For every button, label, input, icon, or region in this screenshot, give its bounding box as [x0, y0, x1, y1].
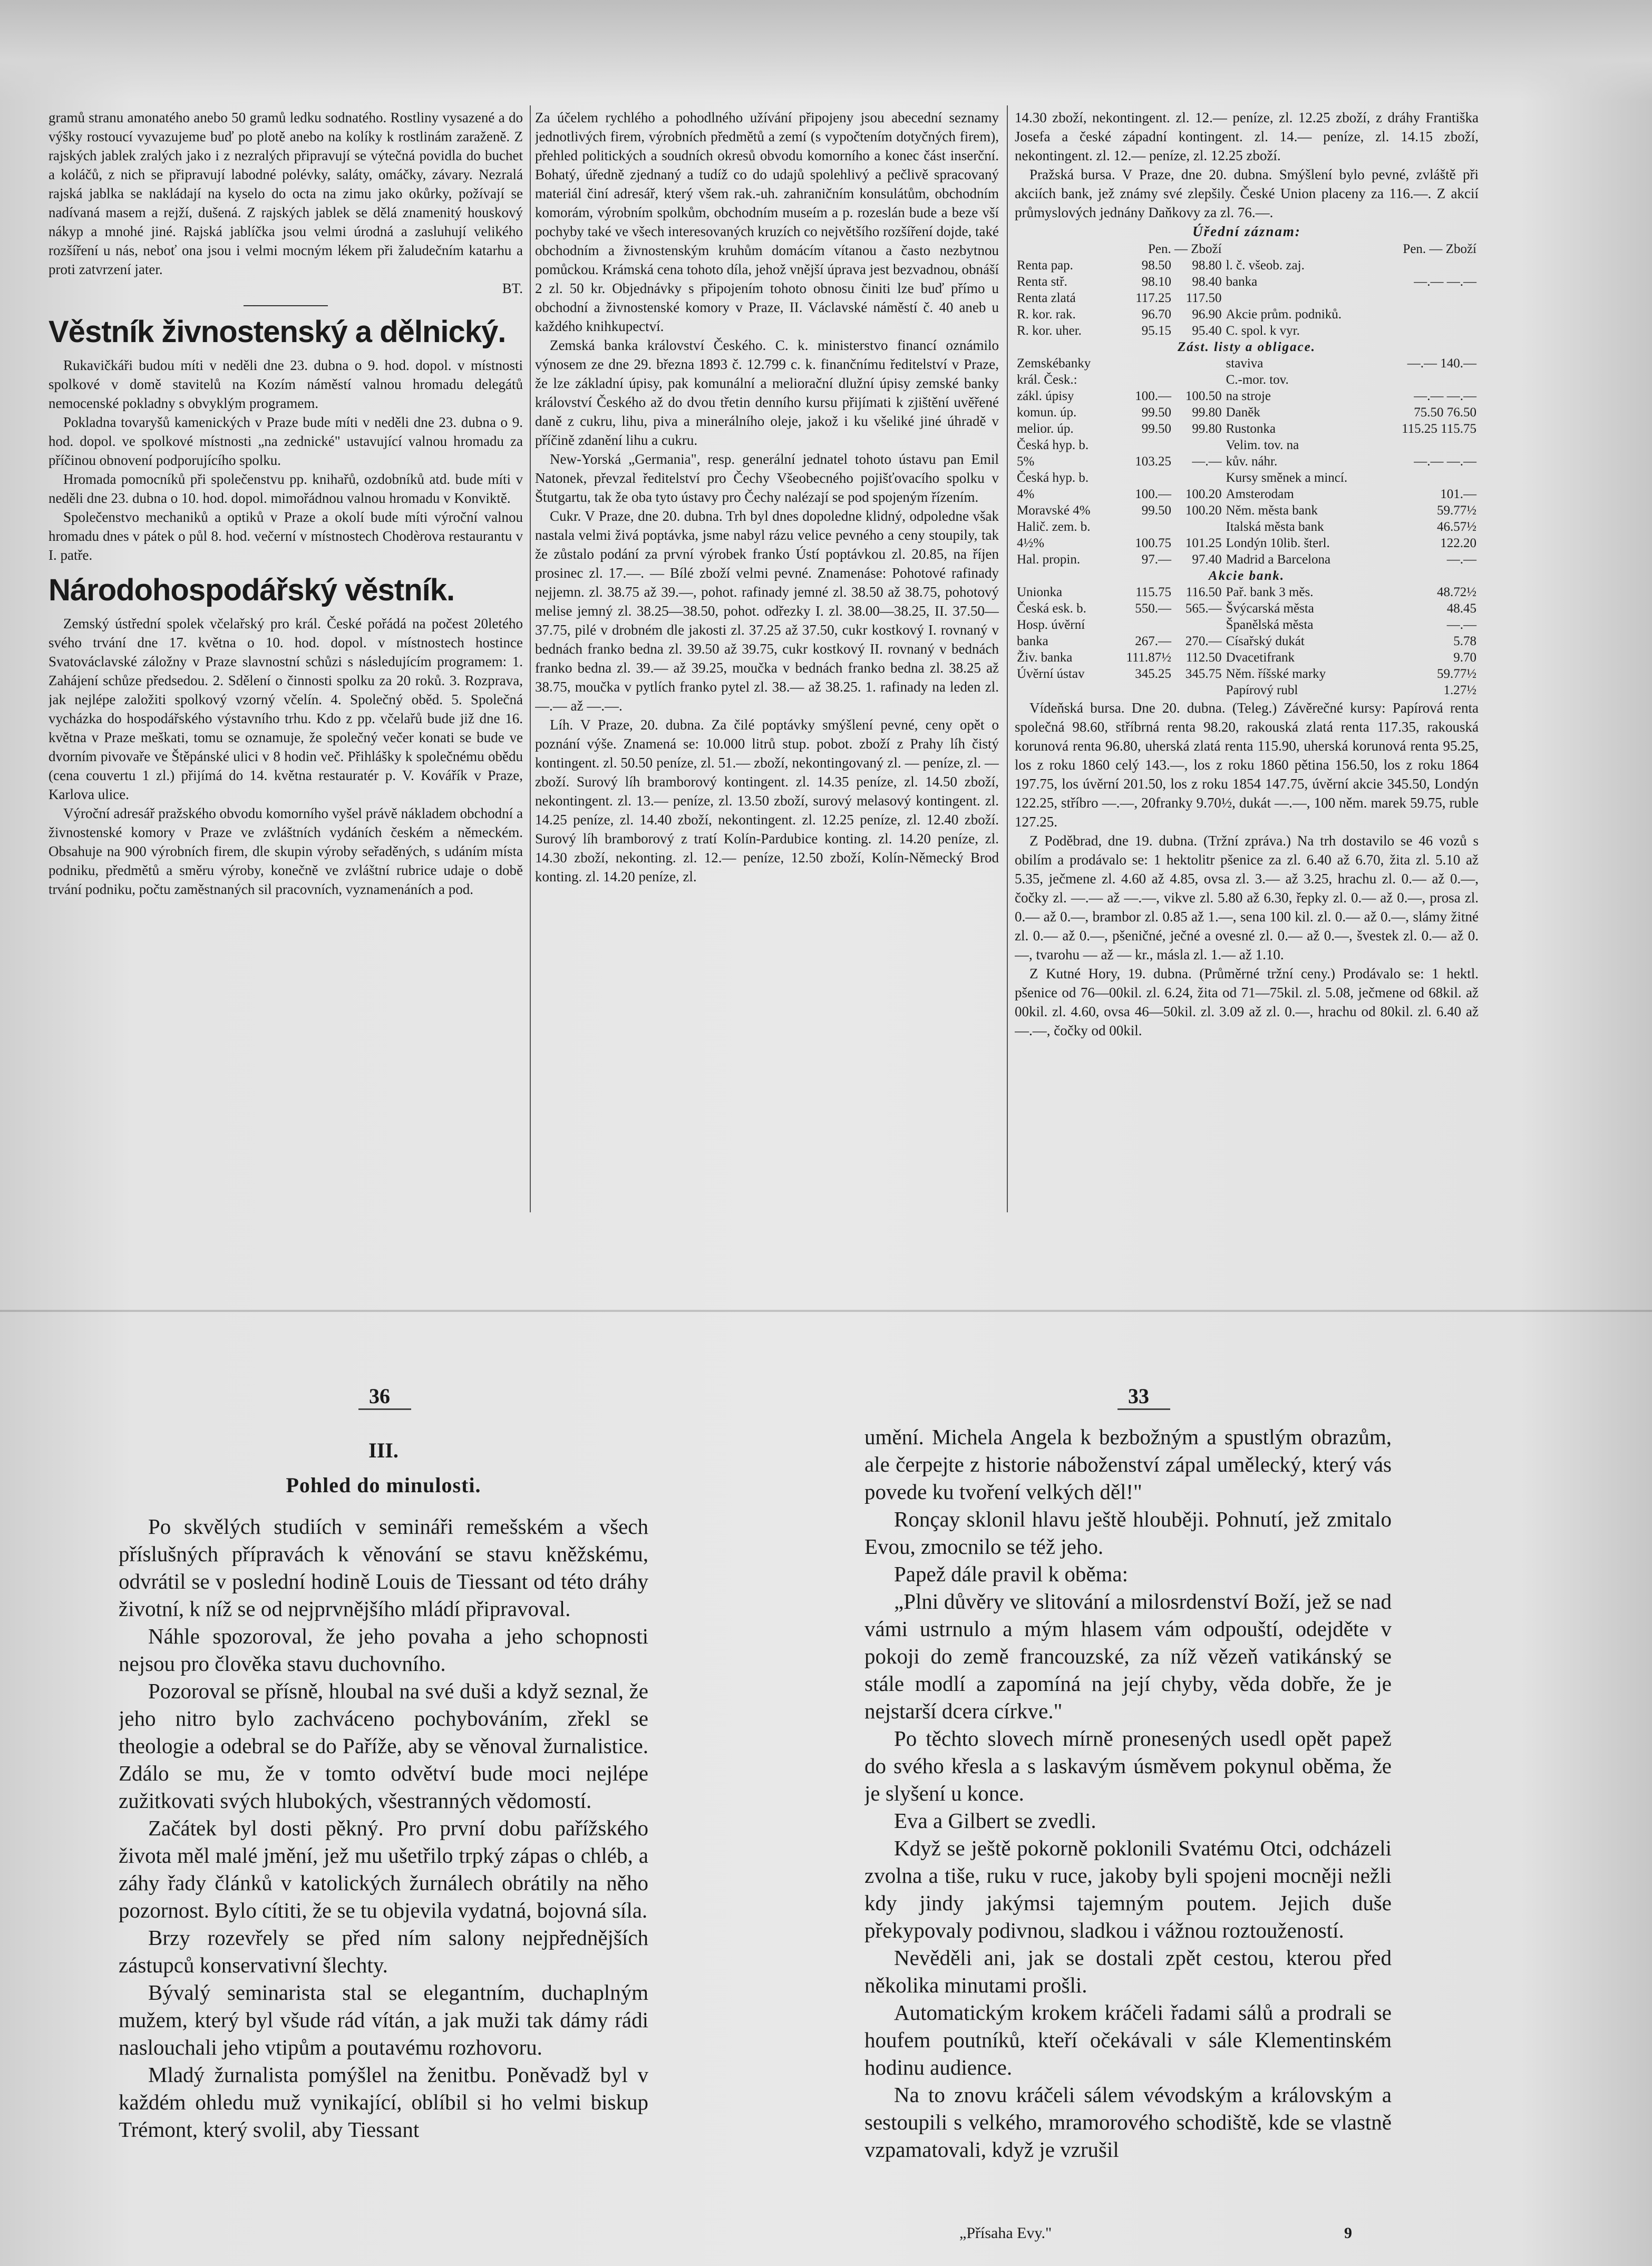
notice-paragraph: Zemský ústřední spolek včelařský pro král. České pořádá na počest 20letého svého trvání dne 17. května o 10. hod. dopol. v místnostech hostince Svatováclavské záložny v Praze slavnostní schůzi s následujícím programem: 1. Zahájení schůze předsedou. 2. Sdělení o činnosti spolku za 20 roků. 3. Rozprava, jak nejlépe založiti spolkový vzorný včelín. 4. Společný oběd. 5. Společná vycházka do hospodářského výstavního trhu. Kdo z pp. včelařů bude již dne 16. května v Praze meškati, tomu se oznamuje, že společný večer konati se bude ve dvorním pivovaře ve Štěpánské ulici v 8 hodin več. Přihlášky k společnému obědu (cena couvertu 1 zl.) přijímá do 14. května restauratér p. V. Kovářík v Praze, Karlova ulice.: [48, 616, 523, 802]
column-header: Pen. — Zboží: [1403, 242, 1476, 256]
paragraph: Eva a Gilbert se zvedli.: [894, 1808, 1096, 1833]
table-cell: 99.80: [1192, 422, 1222, 436]
paragraph: „Plni důvěry ve slitování a milosrdenství Boží, jež se nad vámi ustrnulo a mým hlasem vám odpouští, odejděte v pokoji do země francouzské, za níž vězeň vatikánský se stále modlí a zapomíná na její chyby, věda dobře, že je nejstarší dcera církve.": [864, 1589, 1392, 1723]
table-cell: 100.20: [1185, 503, 1222, 518]
table-cell: 95.15: [1141, 324, 1172, 338]
table-cell: [1112, 519, 1173, 535]
table-cell: Česká hyp. b.: [1017, 471, 1089, 485]
book-page-right: [864, 1423, 1392, 2219]
table-cell: 96.70: [1141, 307, 1172, 322]
table-cell: Velim. tov. na: [1226, 438, 1299, 452]
footer-number: 9: [1344, 2224, 1352, 2242]
table-cell: 75.50 76.50: [1414, 405, 1476, 420]
table-cell: [1380, 290, 1479, 306]
table-row: [1015, 388, 1479, 404]
table-cell: Zemskébanky: [1017, 356, 1091, 371]
table-cell: Daněk: [1226, 405, 1260, 420]
table-cell: 270.—: [1185, 634, 1222, 648]
upper-column-3: [1015, 108, 1479, 1215]
table-cell: l. č. všeob. zaj.: [1226, 258, 1305, 273]
table-row: [1015, 535, 1479, 551]
exchange-table-title: Úřední záznam:: [1192, 223, 1301, 239]
table-cell: 101.25: [1185, 536, 1222, 550]
table-cell: —.— 140.—: [1407, 356, 1476, 371]
table-row: [1015, 486, 1479, 502]
table-row: [1015, 649, 1479, 666]
table-body: [1015, 257, 1479, 339]
table-cell: 46.57½: [1437, 520, 1476, 534]
table-cell: 111.87½: [1126, 650, 1172, 665]
table-subheading: Akcie bank.: [1208, 569, 1285, 583]
table-cell: 99.50: [1141, 405, 1172, 420]
table-cell: 100.75: [1135, 536, 1172, 550]
table-cell: 5%: [1017, 454, 1035, 469]
table-cell: [1173, 682, 1224, 698]
table-row: [1015, 682, 1479, 698]
table-cell: král. Česk.:: [1017, 373, 1077, 387]
table-row: [1015, 617, 1479, 633]
table-row: [1015, 274, 1479, 290]
table-cell: 115.75: [1135, 585, 1172, 599]
table-cell: Madrid a Barcelona: [1226, 552, 1331, 567]
table-cell: 98.10: [1141, 275, 1172, 289]
table-cell: Švýcarská města: [1226, 601, 1314, 616]
table-cell: —.— —.—: [1414, 454, 1476, 469]
paragraph: gramů stranu amonatého anebo 50 gramů ledku sodnatého. Rostliny vysazené a do výšky rostoucí vyvazujeme buď po plotě anebo na kolíky k rostlinám zaraženě. Z rajských jablek zralých jako i z nezralých připravují se výtečná povidla do buchet a koláčů, z nich se připravují labodné polévky, saláty, omáčky, závary. Nezralá rajská jablka se nakládají na kyselo do octa na zimu jako okůrky, požívají se nadívaná masem a rejží, dušená. Z rajských jablek se dělá znamenitý houskový nákyp a mnohé jiné. Rajská jablíčka jsou velmi úrodná a zasluhují velikého rozšíření u nás, neboť ona jsou i velmi mocným lékem při žaludečním katarhu a proti zatvrzení jater.: [48, 110, 523, 277]
table-cell: 550.—: [1135, 601, 1172, 616]
table-cell: Živ. banka: [1017, 650, 1073, 665]
table-cell: 48.72½: [1437, 585, 1476, 599]
table-cell: 48.45: [1446, 601, 1476, 616]
notice-paragraph: Výroční adresář pražského obvodu komorního vyšel právě nákladem obchodní a živnostenské komory v Praze ve zvláštních vydáních českém a německém. Obsahuje na 900 výrobních firem, dle skupin výroby seřaděných, s udáním místa podniku, předmětů a směru výroby, konečně ve zvláštní rubrice udaje o době trvání podniku, počtu zaměstnaných sil pracovních, vyznamenáních a pod.: [48, 805, 523, 897]
table-cell: [1380, 323, 1479, 339]
table-cell: —.— —.—: [1414, 389, 1476, 403]
table-cell: 59.77½: [1437, 667, 1476, 681]
page-number-right: 33: [1128, 1384, 1149, 1408]
table-cell: Hal. propin.: [1017, 552, 1081, 567]
paragraph: Líh. V Praze, 20. dubna. Za čilé poptávky smýšlení pevné, ceny opět o poznání výše. Znamená se: 10.000 litrů stup. pobot. zboží z Prahy líh čistý kontingent. zl. 50.50 peníze, zl. 51.— zboží, nekontingovaný zl. — peníze, zl. — zboží. Surový líh bramborový kontingent. zl. 14.35 peníze, zl. 14.50 zboží, nekontingent. zl. 13.— peníze, zl. 13.50 zboží, surový melasový kontingent. zl. 14.25 peníze, zl. 14.40 zboží, nekontingent. zl. 12.25 peníze, zl. 12.40 zboží. Surový líh bramborový z tratí Kolín-Pardubice konting. zl. 14.20 peníze, zl. 14.30 zboží, nekonting. zl. 12.— peníze, 12.50 zboží, Kolín-Německý Brod konting. zl. 14.20 peníze, zl.: [535, 717, 999, 884]
table-cell: 103.25: [1135, 454, 1172, 469]
paragraph: Náhle spozoroval, že jeho povaha a jeho schopnosti nejsou pro člověka stavu duchovního.: [119, 1624, 648, 1676]
table-cell: [1112, 682, 1173, 698]
footer-signature: „Přísaha Evy.": [959, 2224, 1052, 2242]
table-cell: [1173, 617, 1224, 633]
table-cell: 97.—: [1141, 552, 1172, 567]
table-cell: [1112, 470, 1173, 486]
paragraph: Mladý žurnalista pomýšlel na ženitbu. Poněvadž byl v každém ohledu muž vynikající, oblíbil si ho velmi biskup Trémont, který svolil, aby Tiessant: [119, 2063, 648, 2142]
table-cell: Akcie prům. podniků.: [1226, 307, 1342, 322]
paragraph: Z Poděbrad, dne 19. dubna. (Tržní zpráva.) Na trh dostavilo se 46 vozů s obilím a prodávalo se: 1 hektolitr pšenice za zl. 6.40 až 6.70, žita zl. 5.10 až 5.35, ječmene zl. 4.60 až 4.85, ovsa zl. 3.— až 3.25, hrachu zl. 0.— až 0.—, čočky zl. —.— až —.—, vikve zl. 5.80 až 6.30, řepky zl. 0.— až 0.—, prosa zl. 0.— až 0.—, brambor zl. 0.85 až 1.—, sena 100 kil. zl. 0.— až 0.—, slámy žitné zl. 0.— až 0.—, pšeničné, ječné a ovesné zl. 0.— až 0.—, švestek zl. 0.— až 0.—, tvarohu — až — kr., másla zl. 1.— až 1.10.: [1015, 833, 1479, 962]
table-body: [1015, 584, 1479, 698]
paragraph: Vídeňská bursa. Dne 20. dubna. (Teleg.) Závěrečné kursy: Papírová renta společná 98.60, stříbrná renta 98.20, rakouská zlatá renta 117.35, rakouská korunová renta 96.80, uherská zlatá renta 115.90, uherská korunová renta 95.25, los z roku 1860 celý 143.—, los z roku 1860 pětina 156.50, los z roku 1864 197.75, los úvěrní 201.50, los z roku 1854 147.75, úvěrní akcie 345.50, Londýn 122.25, stříbro —.—, 20franky 9.70½, dukát —.—, 100 něm. marek 59.75, ruble 127.25.: [1015, 700, 1479, 830]
table-cell: Španělská města: [1226, 618, 1314, 632]
table-cell: Halič. zem. b.: [1017, 520, 1091, 534]
table-cell: 96.90: [1192, 307, 1222, 322]
table-cell: 345.25: [1135, 667, 1172, 681]
table-row: [1015, 551, 1479, 568]
table-cell: Česká hyp. b.: [1017, 438, 1089, 452]
table-cell: 99.50: [1141, 503, 1172, 518]
table-cell: 97.40: [1192, 552, 1222, 567]
table-cell: 1.27½: [1443, 683, 1476, 697]
paragraph: Nevěděli ani, jak se dostali zpět cestou, kterou před několika minutami prošli.: [864, 1946, 1392, 1997]
table-cell: 117.50: [1185, 291, 1222, 305]
table-cell: Italská města bank: [1226, 520, 1324, 534]
chapter-number: III.: [368, 1438, 399, 1462]
table-cell: 267.—: [1135, 634, 1172, 648]
page-fold: [0, 1310, 1652, 1312]
table-cell: 4½%: [1017, 536, 1045, 550]
table-cell: [1173, 519, 1224, 535]
notice-paragraph: Hromada pomocníků při společenstvu pp. knihařů, ozdobníků atd. bude míti v neděli dne 23. dubna o 10. hod. dopol. mimořádnou valnou hromadu v Konviktě.: [48, 471, 523, 506]
table-cell: C.-mor. tov.: [1226, 373, 1289, 387]
table-cell: [1112, 617, 1173, 633]
notice-paragraph: Společenstvo mechaniků a optiků v Praze a okolí bude míti výroční valnou hromadu dnes v pátek o půl 8. hod. večerní v místnostech Chodèrova restaurantu v I. patře.: [48, 509, 523, 563]
table-cell: —.—: [1446, 618, 1476, 632]
table-cell: C. spol. k vyr.: [1226, 324, 1300, 338]
table-row: [1015, 306, 1479, 323]
table-cell: 345.75: [1185, 667, 1222, 681]
table-row: [1015, 502, 1479, 519]
table-cell: 98.80: [1192, 258, 1222, 273]
paragraph: Když se ještě pokorně poklonili Svatému Otci, odcházeli zvolna a tiše, ruku v ruce, jakoby byli spojeni mocněji nežli kdy jindy jakýmsi tajemným poutem. Jejich duše překypovaly podivnou, sladkou i vážnou roztoužeností.: [864, 1836, 1392, 1942]
table-row: [1015, 355, 1479, 372]
table-cell: Renta zlatá: [1017, 291, 1076, 305]
table-cell: [1380, 470, 1479, 486]
paragraph: Z Kutné Hory, 19. dubna. (Průměrné tržní ceny.) Prodávalo se: 1 hektl. pšenice od 76—00kil. zl. 6.24, žita od 71—75kil. zl. 5.08, ječmene od 68kil. až 00kil. zl. 4.60, ovsa 46—50kil. zl. 3.09 až zl. 0.—, hrachu od 80kil. zl. 6.40 až —.—, čočky od 00kil.: [1015, 966, 1479, 1038]
table-cell: 100.—: [1135, 487, 1172, 501]
table-cell: Něm. města bank: [1226, 503, 1318, 518]
page-number-rule: [358, 1408, 411, 1410]
paragraph: Na to znovu kráčeli sálem vévodským a královským a sestoupili s velkého, mramorového schodiště, kde se vlastně vzpamatovali, když je vzrušil: [864, 2083, 1392, 2162]
table-cell: [1380, 372, 1479, 388]
table-row: [1015, 666, 1479, 682]
paragraph: Zemská banka království Českého. C. k. ministerstvo financí oznámilo výnosem ze dne 29. března 1893 č. 12.799 c. k. finančnímu ředitelství v Praze, že lze základní úpisy, pak komunální a meliorační dlužní úpisy zemské banky království Českého až do dvou třetin denního kursu přijímati k zjištění uvěřené daně z cukru, lihu, piva a minerálního oleje, jakož i ku všeliké jiné úhradě v příčině zdanění lihu a cukru.: [535, 337, 999, 448]
paragraph: New-Yorská „Germania", resp. generální jednatel tohoto ústavu pan Emil Natonek, převzal ředitelství pro Čechy Všeobecného pojišťovacího spolku v Štutgartu, tak že oba tyto ústavy pro Čechy nalézají se pod spojeným řízením.: [535, 451, 999, 505]
table-cell: banka: [1017, 634, 1048, 648]
paragraph: Bývalý seminarista stal se elegantním, duchaplným mužem, který byl všude rád vítán, a jak muži tak dámy rádi naslouchali jeho vtipům a poutavému rozhovoru.: [119, 1980, 648, 2059]
paragraph: Papež dále pravil k oběma:: [894, 1562, 1128, 1586]
table-row: [1015, 453, 1479, 470]
table-row: [1015, 633, 1479, 649]
table-cell: Císařský dukát: [1226, 634, 1305, 648]
table-cell: 98.40: [1192, 275, 1222, 289]
table-cell: 98.50: [1141, 258, 1172, 273]
table-row: [1015, 257, 1479, 274]
table-cell: Pař. bank 3 měs.: [1226, 585, 1314, 599]
table-cell: [1173, 470, 1224, 486]
table-cell: 59.77½: [1437, 503, 1476, 518]
table-cell: R. kor. uher.: [1017, 324, 1082, 338]
table-row: [1015, 290, 1479, 306]
table-cell: [1112, 372, 1173, 388]
table-cell: Renta pap.: [1017, 258, 1073, 273]
table-cell: Rustonka: [1226, 422, 1276, 436]
table-cell: [1173, 437, 1224, 453]
table-cell: komun. úp.: [1017, 405, 1077, 420]
notice-paragraph: Rukavičkáři budou míti v neděli dne 23. dubna o 9. hod. dopol. v místnosti spolkové v domě stavitelů na Kozím náměstí valnou hromadu delegátů nemocenské pokladny s obvyklým programem.: [48, 357, 523, 411]
table-row: [1015, 519, 1479, 535]
table-cell: kův. náhr.: [1226, 454, 1278, 469]
table-cell: Papírový rubl: [1226, 683, 1298, 697]
table-row: [1015, 372, 1479, 388]
table-cell: Renta stř.: [1017, 275, 1067, 289]
paragraph: Brzy rozevřely se před ním salony nejpřednějších zástupců konservativní šlechty.: [119, 1925, 648, 1977]
table-cell: [1224, 290, 1381, 306]
table-cell: 100.—: [1135, 389, 1172, 403]
table-cell: Dvacetifrank: [1226, 650, 1295, 665]
exchange-table: [1015, 241, 1479, 698]
scan-edge: [0, 0, 1652, 100]
table-cell: 115.25 115.75: [1402, 422, 1476, 436]
table-cell: 9.70: [1453, 650, 1476, 665]
table-cell: Hosp. úvěrní: [1017, 618, 1085, 632]
table-cell: 101.—: [1440, 487, 1476, 501]
table-cell: [1015, 682, 1112, 698]
paragraph: Ronçay sklonil hlavu ještě hlouběji. Pohnutí, jež zmitalo Evou, zmocnilo se též jeho.: [864, 1507, 1392, 1559]
table-cell: 117.25: [1135, 291, 1172, 305]
section-title-economy: Národohospodářský věstník.: [48, 573, 455, 607]
paragraph: Za účelem rychlého a pohodlného užívání připojeny jsou abecední seznamy jednotlivých firem, výrobních předmětů a zemí (s vypočtením dotyčných firem), přehled politických a soudních okresů obvodu komorního a konec část inserční. Bohatý, úředně zjednaný a tudíž co do udajů spolehlivý a pečlivě spracovaný materiál činí adresář, který všem rak.-uh. zahraničním konsulátům, obchodním komorám, výrobním spolkům, obchodním museím a p. rozeslán bude a beze vší pochyby také ve všech interesovaných kruzích co největšího rozšíření dojde, také obchodním a živnostenským kruhům domácím vítanou a často nezbytnou pomůckou. Krámská cena tohoto díla, jehož vnější úprava jest bezvadnou, obnáší 2 zl. 50 kr. Objednávky s připojením tohoto obnosu činiti lze buď přímo u obchodní a živnostenské komory v Praze, II. Václavské náměstí č. 40 aneb u každého knihkupectví.: [535, 110, 999, 334]
table-cell: Úvěrní ústav: [1017, 667, 1085, 681]
paragraph: Pražská bursa. V Praze, dne 20. dubna. Smýšlení bylo pevné, zvláště při akciích bank, jež známy své zlepšily. České Union placeny za 116.—. Z akcií průmyslových jednány Daňkovy za zl. 76.—.: [1015, 167, 1479, 220]
table-cell: 95.40: [1192, 324, 1222, 338]
chapter-title: Pohled do minulosti.: [286, 1473, 481, 1497]
paragraph: Po těchto slovech mírně pronesených usedl opět papež do svého křesla a s laskavým úsměvem pokynul oběma, že je slyšení u konce.: [864, 1726, 1392, 1805]
table-cell: 122.20: [1440, 536, 1476, 550]
table-cell: R. kor. rak.: [1017, 307, 1076, 322]
table-cell: Unionka: [1017, 585, 1063, 599]
table-cell: 4%: [1017, 487, 1035, 501]
paragraph: 14.30 zboží, nekontingent. zl. 12.— peníze, zl. 12.25 zboží, z dráhy Františka Josefa a české západní kontingent. zl. 14.— peníze, zl. 14.15 zboží, nekontingent. zl. 12.— peníze, zl. 12.25 zboží.: [1015, 110, 1479, 163]
paragraph: Cukr. V Praze, dne 20. dubna. Trh byl dnes dopoledne klidný, odpoledne však nastala velmi živá poptávka, jsme nabyl rázu velice pevného a ceny stoupily, tak že zůstalo podání za první výrobek franko Ústí poptávkou zl. 20.85, na říjen prosinec zl. 17.—. — Bílé zboží velmi pevné. Znamenáse: Pohotové rafinady nejjemn. zl. 38.75 až 39.—, pohot. rafinady jemné zl. 38.50 až 38.75, pohotový melise jemný zl. 38.25—38.50, pohot. odřezky I. zl. 38.00—38.25, II. 37.50—37.75, pilé v drobném dle jakosti zl. 37.25 až 37.50, cukr kostkový I. rovnaný v bednách franko bedna zl. 39.50 až 39.75, cukr kostkový II. rovnaný v bednách franko bedna zl. 39.— až 39.25, moučka v bednách franko bedna zl. 38.25 až 38.75, moučka v pytlích franko pytel zl. 38.— až 38.25. 1. rafinady na leden zl. —.— až —.—.: [535, 508, 999, 714]
table-cell: Amsterodam: [1226, 487, 1294, 501]
paragraph: Pozoroval se přísně, hloubal na své duši a když seznal, že jeho nitro bylo zachváceno pochybováním, zřekl se theologie a odebral se do Paříže, aby se věnoval žurnalistice. Zdálo se mu, že v tomto odvětví bude moci nejlépe zužitkovati svých hlubokých, všestranných vědomostí.: [119, 1679, 648, 1813]
book-page-left: [119, 1423, 648, 2214]
table-cell: melior. úp.: [1017, 422, 1074, 436]
table-cell: 5.78: [1453, 634, 1476, 648]
column-rule: [530, 105, 531, 1212]
table-row: [1015, 584, 1479, 600]
table-cell: [1380, 257, 1479, 274]
paragraph: Začátek byl dosti pěkný. Pro první dobu pařížského života měl malé jmění, jež mu ušetřilo trpký zápas o chléb, a záhy řady článků v katolických žurnálech obrátily na něho pozornost. Bylo cítiti, že se tu objevila vydatná, bojovná síla.: [119, 1816, 648, 1922]
table-cell: Londýn 10lib. šterl.: [1226, 536, 1330, 550]
table-cell: [1112, 437, 1173, 453]
table-cell: na stroje: [1226, 389, 1271, 403]
table-cell: [1380, 306, 1479, 323]
table-cell: [1112, 355, 1173, 372]
table-cell: banka: [1226, 275, 1258, 289]
table-cell: Moravské 4%: [1017, 503, 1091, 518]
table-cell: 99.50: [1141, 422, 1172, 436]
table-cell: Kursy směnek a mincí.: [1226, 471, 1348, 485]
paragraph: Automatickým krokem kráčeli řadami sálů a prodrali se houfem poutníků, kteří očekávali v sále Klementinském hodinu audience.: [864, 2000, 1392, 2079]
column-header: Pen. — Zboží: [1148, 242, 1222, 256]
column-rule: [1007, 105, 1008, 1212]
table-cell: —.— —.—: [1414, 275, 1476, 289]
table-cell: 565.—: [1185, 601, 1222, 616]
table-row: [1015, 323, 1479, 339]
table-row: [1015, 404, 1479, 421]
table-body: [1015, 355, 1479, 568]
table-row: [1015, 421, 1479, 437]
paragraph: umění. Michela Angela k bezbožným a spustlým obrazům, ale čerpejte z historie náboženství zápal umělecký, který vás povede ku tvoření velkých děl!": [864, 1425, 1392, 1504]
table-cell: Česká esk. b.: [1017, 601, 1086, 616]
table-cell: zákl. úpisy: [1017, 389, 1074, 403]
page-number-left: 36: [369, 1384, 390, 1408]
table-cell: 112.50: [1185, 650, 1222, 665]
table-cell: stavivа: [1226, 356, 1264, 371]
page-number-rule: [1117, 1408, 1170, 1410]
table-cell: 116.50: [1185, 585, 1222, 599]
table-cell: [1173, 372, 1224, 388]
table-cell: Něm. říšské marky: [1226, 667, 1326, 681]
table-row: [1015, 600, 1479, 617]
table-cell: [1380, 437, 1479, 453]
separator-rule: [244, 305, 328, 306]
table-row: [1015, 437, 1479, 453]
section-title-trade: Věstník živnostenský a dělnický.: [48, 315, 506, 349]
table-cell: [1173, 355, 1224, 372]
upper-column-2: [535, 108, 999, 1215]
table-cell: 99.80: [1192, 405, 1222, 420]
upper-column-1: [48, 108, 523, 1215]
table-cell: 100.50: [1185, 389, 1222, 403]
table-subheading: Zást. listy a obligace.: [1178, 340, 1316, 354]
notice-paragraph: Pokladna tovaryšů kamenických v Praze bude míti v neděli dne 23. dubna o 9. hod. dopol. ve spolkové místnosti „na zednické" ustavující valnou hromadu za příčinou obnovení podporujícího spolku.: [48, 414, 523, 468]
table-cell: —.—: [1192, 454, 1222, 469]
table-cell: —.—: [1446, 552, 1476, 567]
signature: BT.: [502, 280, 523, 296]
table-cell: 100.20: [1185, 487, 1222, 501]
table-row: [1015, 470, 1479, 486]
paragraph: Po skvělých studiích v semináři remešském a všech příslušných přípravách k věnování se stavu kněžskému, odvrátil se v poslední hodině Louis de Tiessant od této dráhy životní, k níž se od nejprvnějšího mládí připravoval.: [119, 1514, 648, 1621]
